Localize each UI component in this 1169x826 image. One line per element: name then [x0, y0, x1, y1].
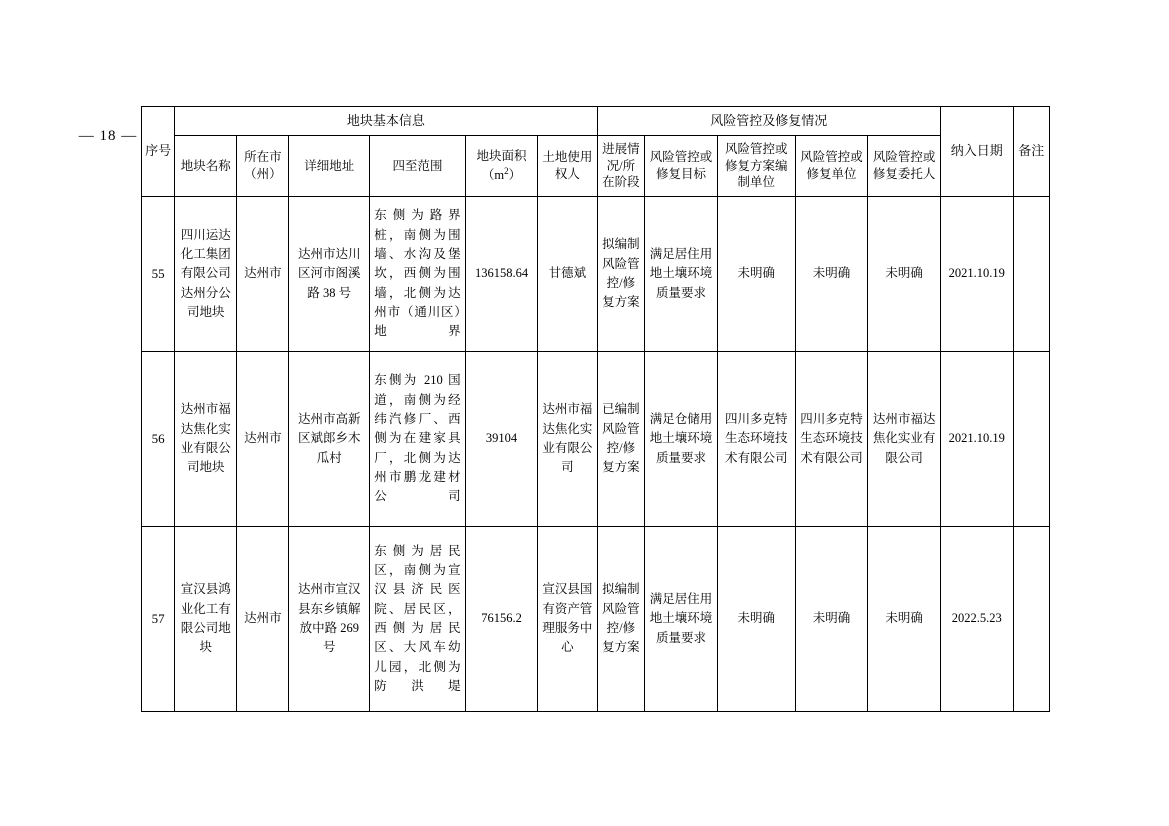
cell-city: 达州市 — [237, 197, 289, 352]
cell-target: 满足仓储用地土壤环境质量要求 — [645, 352, 718, 527]
cell-client: 达州市福达焦化实业有限公司 — [868, 352, 941, 527]
page-number: — 18 — — [78, 128, 138, 144]
col-area — [465, 136, 538, 197]
cell-land-user: 宣汉县国有资产管理服务中心 — [538, 527, 597, 712]
cell-progress: 已编制风险管控/修复方案 — [597, 352, 645, 527]
cell-index: 56 — [142, 352, 175, 527]
table-row — [142, 527, 1050, 712]
cell-address: 达州市宣汉县东乡镇解放中路 269 号 — [289, 527, 370, 712]
cell-target: 满足居住用地土壤环境质量要求 — [645, 197, 718, 352]
cell-area: 76156.2 — [465, 527, 538, 712]
col-client: 风险管控或修复委托人 — [868, 136, 941, 197]
cell-parcel-name: 宣汉县鸿业化工有限公司地块 — [175, 527, 237, 712]
table-row — [142, 352, 1050, 527]
col-area-unit: $(m^2)$ — [481, 165, 522, 183]
cell-remark — [1013, 527, 1049, 712]
table-column-header-row — [142, 136, 1050, 197]
col-plan-unit: 风险管控或修复方案编制单位 — [717, 136, 795, 197]
cell-client: 未明确 — [868, 527, 941, 712]
cell-remark — [1013, 197, 1049, 352]
cell-land-user: 达州市福达焦化实业有限公司 — [538, 352, 597, 527]
table-head — [142, 107, 1050, 197]
table-group-header-row — [142, 107, 1050, 136]
cell-address: 达州市达川区河市阁溪路 38 号 — [289, 197, 370, 352]
cell-client: 未明确 — [868, 197, 941, 352]
cell-index: 55 — [142, 197, 175, 352]
cell-city: 达州市 — [237, 352, 289, 527]
parcel-table — [141, 106, 1050, 712]
header-inclusion-date: 纳入日期 — [940, 107, 1013, 197]
col-area-label: 地块面积 — [476, 149, 527, 164]
cell-date: 2022.5.23 — [940, 527, 1013, 712]
cell-remark — [1013, 352, 1049, 527]
cell-boundary: 东侧为路界桩，南侧为围墙、水沟及堡坎，西侧为围墙，北侧为达州市（通川区）地界 — [370, 197, 465, 352]
cell-plan-unit: 未明确 — [717, 197, 795, 352]
col-address: 详细地址 — [289, 136, 370, 197]
header-remarks: 备注 — [1013, 107, 1049, 197]
cell-date: 2021.10.19 — [940, 352, 1013, 527]
cell-plan-unit: 未明确 — [717, 527, 795, 712]
cell-boundary: 东侧为居民区，南侧为宣汉县济民医院、居民区，西侧为居民区、大风车幼儿园，北侧为防洪堤 — [370, 527, 465, 712]
header-serial: 序号 — [142, 107, 175, 197]
cell-work-unit: 未明确 — [795, 527, 868, 712]
cell-city: 达州市 — [237, 527, 289, 712]
cell-area: 39104 — [465, 352, 538, 527]
col-target: 风险管控或修复目标 — [645, 136, 718, 197]
cell-work-unit: 未明确 — [795, 197, 868, 352]
col-boundary: 四至范围 — [370, 136, 465, 197]
header-parcel-basic-info: 地块基本信息 — [175, 107, 597, 136]
col-city: 所在市（州） — [237, 136, 289, 197]
cell-progress: 拟编制风险管控/修复方案 — [597, 197, 645, 352]
parcel-table-container — [141, 106, 1050, 712]
cell-work-unit: 四川多克特生态环境技术有限公司 — [795, 352, 868, 527]
cell-parcel-name: 四川运达化工集团有限公司达州分公司地块 — [175, 197, 237, 352]
cell-land-user: 甘德斌 — [538, 197, 597, 352]
table-row — [142, 197, 1050, 352]
cell-address: 达州市高新区斌郎乡木瓜村 — [289, 352, 370, 527]
cell-target: 满足居住用地土壤环境质量要求 — [645, 527, 718, 712]
cell-plan-unit: 四川多克特生态环境技术有限公司 — [717, 352, 795, 527]
cell-progress: 拟编制风险管控/修复方案 — [597, 527, 645, 712]
cell-boundary: 东侧为 210 国道，南侧为经纬汽修厂、西侧为在建家具厂，北侧为达州市鹏龙建材公司 — [370, 352, 465, 527]
cell-area: 136158.64 — [465, 197, 538, 352]
col-land-user: 土地使用权人 — [538, 136, 597, 197]
table-body — [142, 197, 1050, 712]
cell-date: 2021.10.19 — [940, 197, 1013, 352]
col-work-unit: 风险管控或修复单位 — [795, 136, 868, 197]
cell-parcel-name: 达州市福达焦化实业有限公司地块 — [175, 352, 237, 527]
col-progress: 进展情况/所在阶段 — [597, 136, 645, 197]
col-parcel-name: 地块名称 — [175, 136, 237, 197]
header-risk-control-restoration: 风险管控及修复情况 — [597, 107, 940, 136]
cell-index: 57 — [142, 527, 175, 712]
